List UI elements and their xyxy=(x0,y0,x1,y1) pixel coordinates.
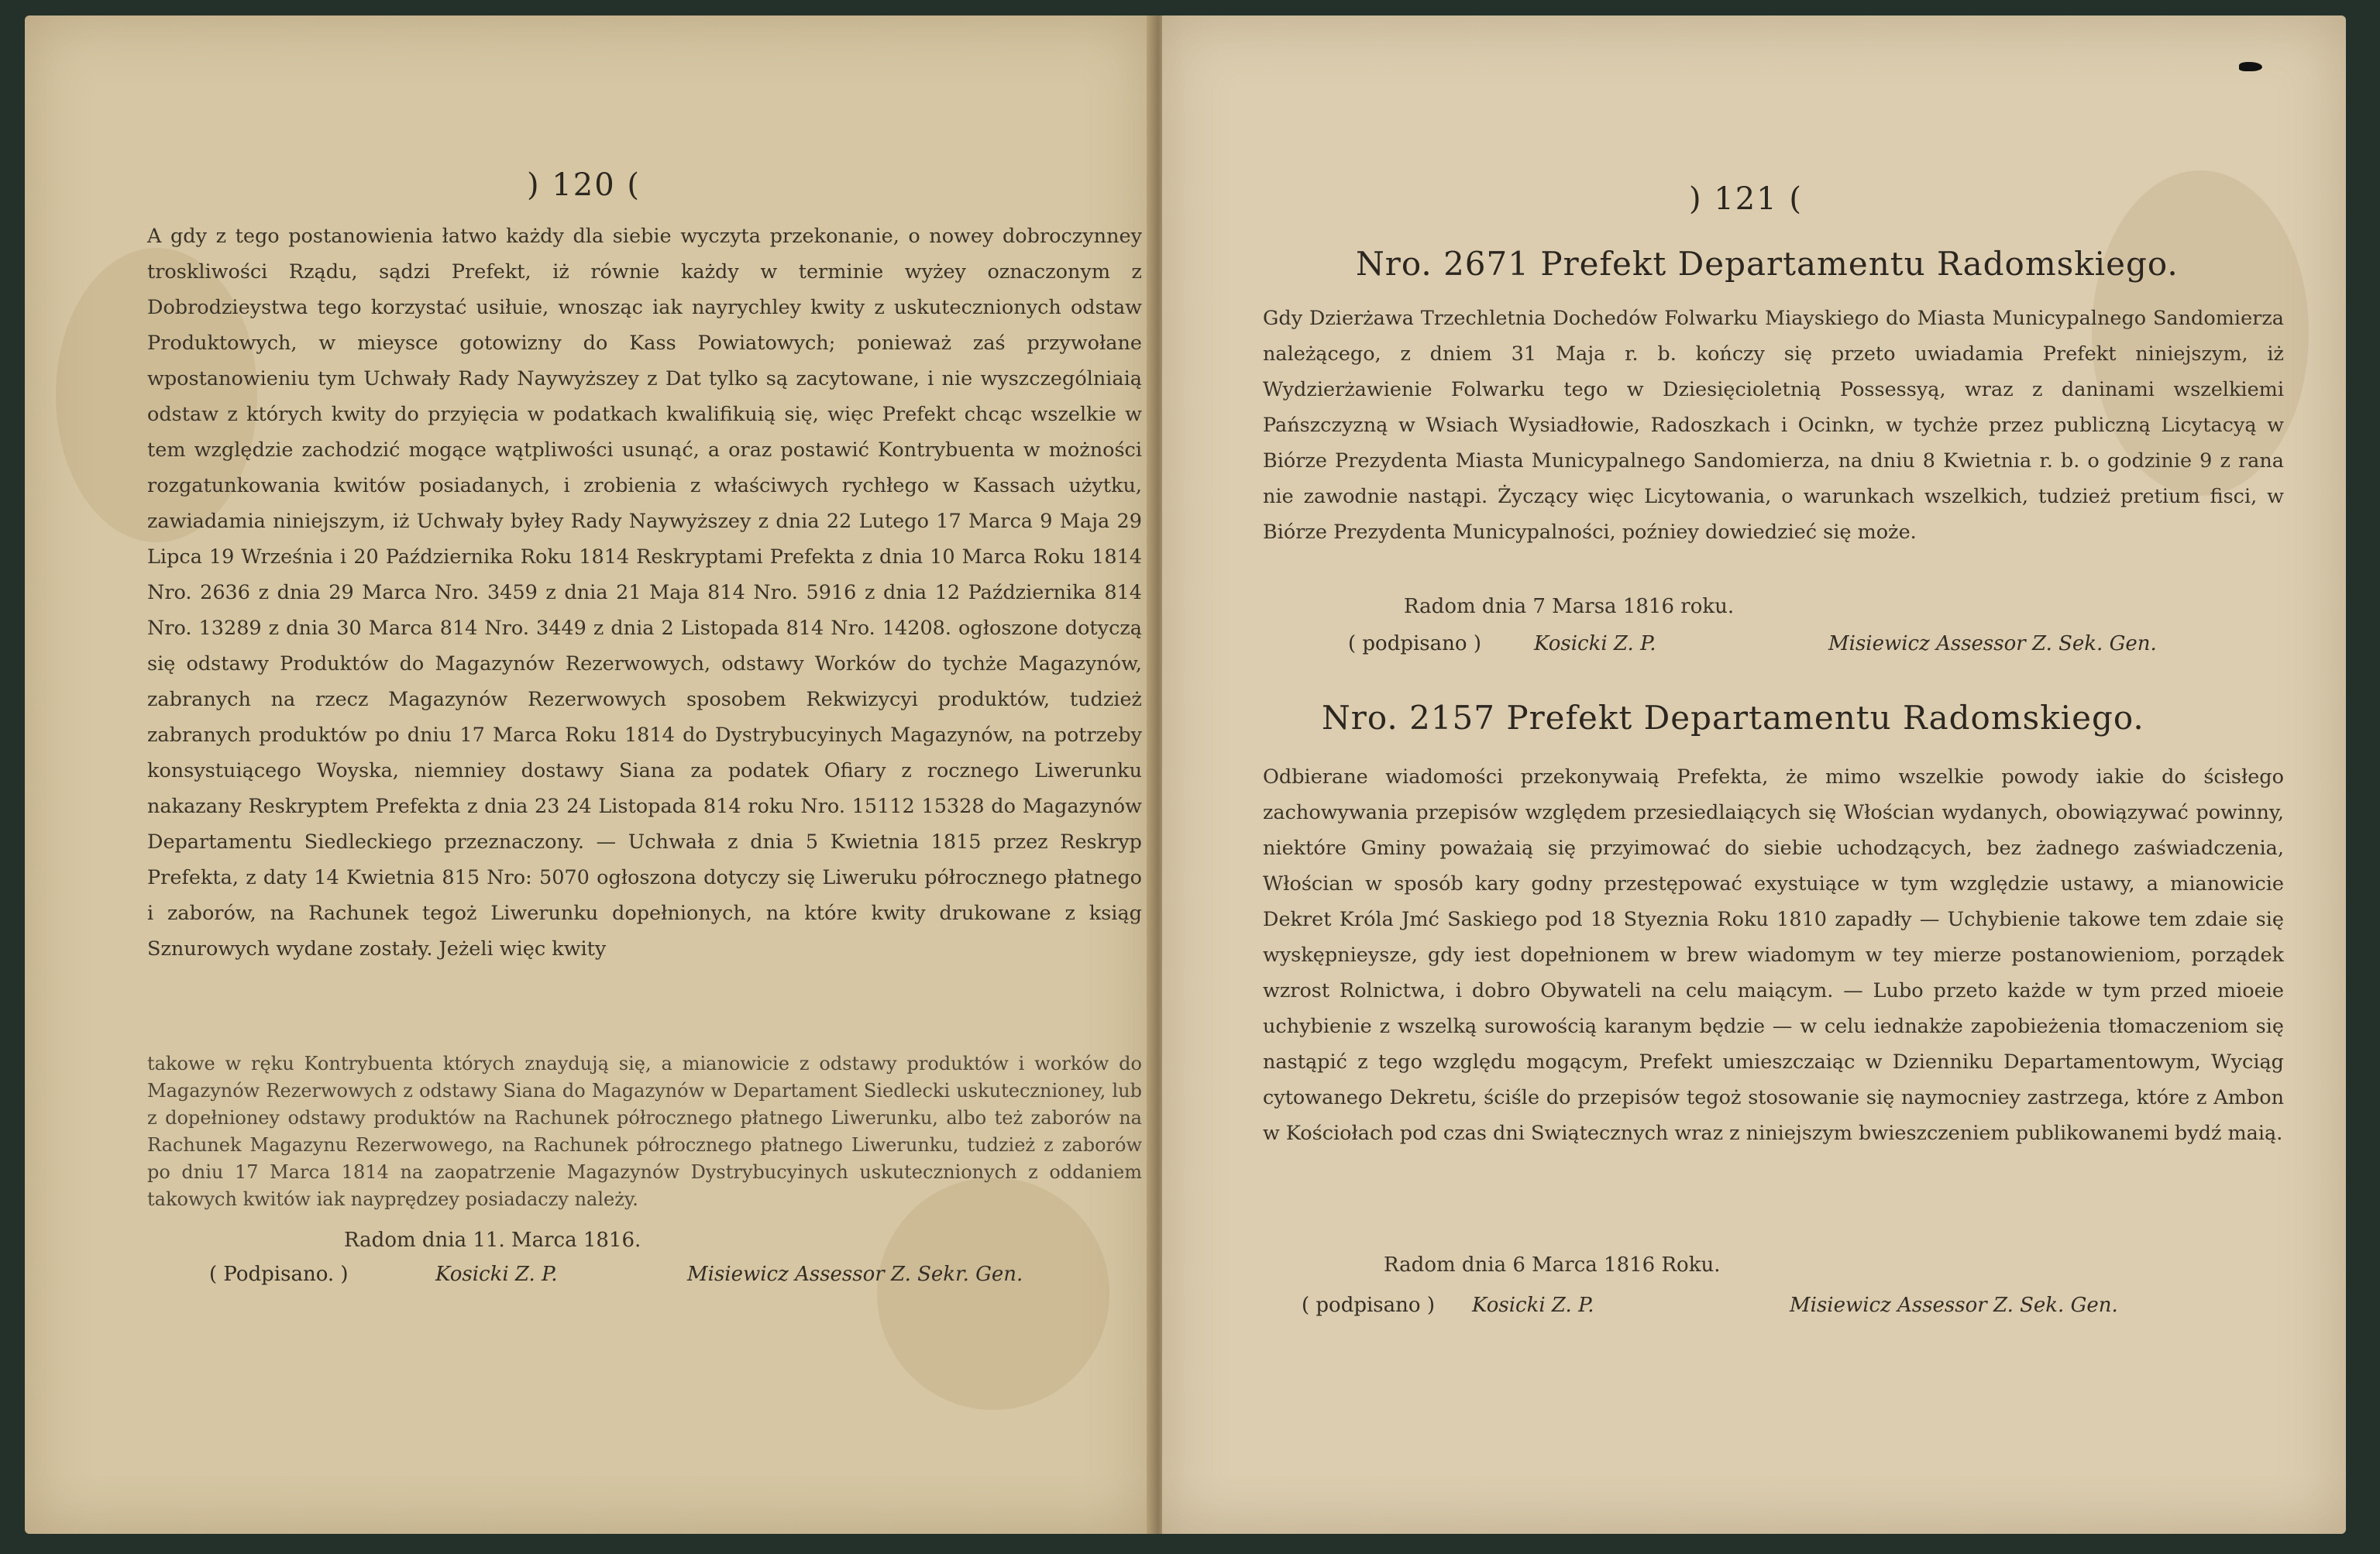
signature-assessor-2671: Misiewicz Assessor Z. Sek. Gen. xyxy=(1828,632,2157,655)
notice-paragraph-2157: Odbierane wiadomości przekonywaią Prefekta, że mimo wszelkie powody iakie do ścisłego zachowywania przepisów względem przesiedlaiących się Włościan wydanych, obowiązywać powinny, niektóre Gminy poważaią się przyimować do siebie uchodzących, bez żadnego zaświadczenia, Włościan w sposób kary godny przestępować exystuiące w tym względzie ustawy, a mianowicie Dekret Króla Jmć Saskiego pod 18 Styeznia Roku 1810 zapadły — Uchybienie takowe tem zdaie się wyskępnieysze, gdy iest dopełnionem w brew wiadomym w tey mierze postanowieniom, porządek wzrost Rolnictwa, i dobro Obywateli na celu maiącym. — Lubo przeto każde w tym przed mioeie uchybienie z wszelką surowością karanym będzie — w celu iednakże zapobieżenia tłomaczeniom się nastąpić z tego względu mogącym, Prefekt umieszczaiąc w Dzienniku Departamentowym, Wyciąg cytowanego Dekretu, ściśle do przepisów tegoż stosowanie się naymocniey zastrzega, które z Ambon w Kościołach pod czas dni Swiątecznych wraz z niniejszym bwieszczeniem publikowanemi bydź maią. xyxy=(1263,765,2284,1145)
body-paragraph-faint: takowe w ręku Kontrybuenta których znaydują się, a mianowicie z odstawy produktów i worków do Magazynów Rezerwowych z odstawy Siana do Magazynów w Departament Siedlecki uskutecznioney, lub z dopełnioney odstawy produktów na Rachunek półrocznego płatnego Liwerunku, albo też zaborów na Rachunek Magazynu Rezerwowego, na Rachunek półrocznego płatnego Liwerunku, tudzież z zaborów po dniu 17 Marca 1814 na zaopatrzenie Magazynów Dystrybucyinych uskutecznionych z oddaniem takowych kwitów iak nayprędzey posiadaczy należy. xyxy=(147,1053,1142,1210)
left-page xyxy=(25,15,1150,1534)
body-paragraph: A gdy z tego postanowienia łatwo każdy dla siebie wyczyta przekonanie, o nowey dobroczynney troskliwości Rządu, sądzi Prefekt, iż równie każdy w terminie wyżey oznaczonym z Dobrodzieystwa tego korzystać usiłuie, wnosząc iak nayrychley kwity z uskutecznionych odstaw Produktowych, w mieysce gotowizny do Kass Powiatowych; ponieważ zaś przywołane wpostanowieniu tym Uchwały Rady Naywyższey z Dat tylko są zacytowane, i nie wyszczególniaią odstaw z których kwity do przyięcia w podatkach kwalifikuią się, więc Prefekt chcąc wszelkie w tem względzie zachodzić mogące wątpliwości usunąć, a oraz postawić Kontrybuenta w możności rozgatunkowania kwitów posiadanych, i zrobienia z właściwych rychłego w Kassach użytku, zawiadamia niniejszym, iż Uchwały byłey Rady Naywyższey z dnia 22 Lutego 17 Marca 9 Maja 29 Lipca 19 Września i 20 Października Roku 1814 Reskryptami Prefekta z dnia 10 Marca Roku 1814 Nro. 2636 z dnia 29 Marca Nro. 3459 z dnia 21 Maja 814 Nro. 5916 z dnia 12 Października 814 Nro. 13289 z dnia 30 Marca 814 Nro. 3449 z dnia 2 Listopada 814 Nro. 14208. ogłoszone dotyczą się odstawy Produktów do Magazynów Rezerwowych, odstawy Worków do tychże Magazynów, zabranych na rzecz Magazynów Rezerwowych sposobem Rekwizycyi produktów, tudzież zabranych produktów po dniu 17 Marca Roku 1814 do Dystrybucyinych Magazynów, na potrzeby konsystuiącego Woyska, niemniey dostawy Siana za podatek Ofiary z rocznego Liwerunku nakazany Reskryptem Prefekta z dnia 23 24 Listopada 814 roku Nro. 15112 15328 do Magazynów Departamentu Siedleckiego przeznaczony. — Uchwała z dnia 5 Kwietnia 1815 przez Reskryp Prefekta, z daty 14 Kwietnia 815 Nro: 5070 ogłoszona dotyczy się Liweruku półrocznego płatnego i zaborów, na Rachunek tegoż Liwerunku dopełnionych, na które kwity drukowane z ksiąg Sznurowych wydane zostały. Jeżeli więc kwity xyxy=(147,225,1142,961)
notice-heading-2157: Nro. 2157 Prefekt Departamentu Radomskiego. xyxy=(1322,699,2144,737)
signature-label-2671: ( podpisano ) xyxy=(1348,632,1481,655)
signature-label-2157: ( podpisano ) xyxy=(1302,1294,1435,1317)
page-number: ) 120 ( xyxy=(527,167,641,203)
signature-prefect-2157: Kosicki Z. P. xyxy=(1472,1294,1594,1317)
page-number: ) 121 ( xyxy=(1689,181,1803,217)
notice-heading-2671: Nro. 2671 Prefekt Departamentu Radomskiego. xyxy=(1356,245,2179,283)
date-line-2157: Radom dnia 6 Marca 1816 Roku. xyxy=(1384,1253,1721,1277)
signature-prefect: Kosicki Z. P. xyxy=(435,1263,558,1286)
ink-mark xyxy=(2239,62,2262,71)
notice-paragraph-2671: Gdy Dzierżawa Trzechletnia Dochedów Folwarku Miayskiego do Miasta Municypalnego Sandomierza należącego, z dniem 31 Maja r. b. kończy się przeto uwiadamia Prefekt niniejszym, iż Wydzierżawienie Folwarku tego w Dziesięcioletnią Possessyą, wraz z daninami wszelkiemi Pańszczyzną w Wsiach Wysiadłowie, Radoszkach i Ocinkn, w tychże przez publiczną Licytacyą w Biórze Prezydenta Miasta Municypalnego Sandomierza, na dniu 8 Kwietnia r. b. o godzinie 9 z rana nie zawodnie nastąpi. Życzący więc Licytowania, o warunkach wszelkich, tudzież pretium fisci, w Biórze Prezydenta Municypalności, poźniey dowiedzieć się może. xyxy=(1263,307,2284,544)
signature-assessor-2157: Misiewicz Assessor Z. Sek. Gen. xyxy=(1790,1294,2118,1317)
signature-prefect-2671: Kosicki Z. P. xyxy=(1534,632,1656,655)
date-line: Radom dnia 11. Marca 1816. xyxy=(344,1229,641,1252)
date-line-2671: Radom dnia 7 Marsa 1816 roku. xyxy=(1404,595,1735,618)
right-page xyxy=(1162,15,2346,1534)
signature-label: ( Podpisano. ) xyxy=(209,1263,349,1286)
signature-assessor: Misiewicz Assessor Z. Sekr. Gen. xyxy=(687,1263,1023,1286)
